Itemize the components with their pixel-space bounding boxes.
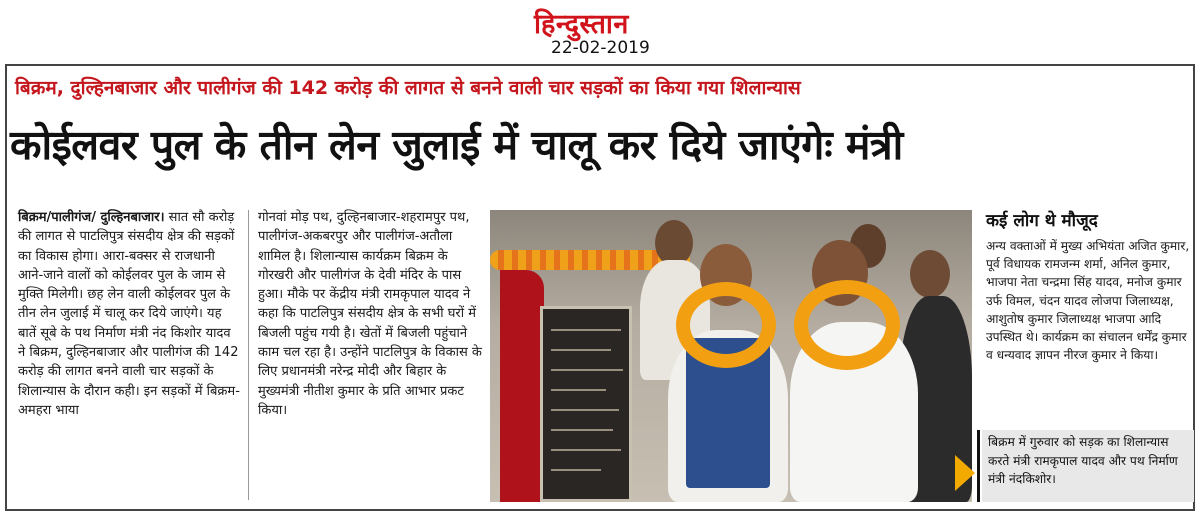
- sidebar-box: [986, 208, 1191, 364]
- sidebar-body: अन्य वक्ताओं में मुख्य अभियंता अजित कुमार, पूर्व विधायक रामजन्म शर्मा, अनिल कुमार, भाजपा नेता चन्द्रमा सिंह यादव, मनोज कुमार उर्फ विमल, चंदन यादव लोजपा जिलाध्यक्ष, आशुतोष कुमार जिलाध्यक्ष भाजपा आदि उपस्थित थे। कार्यक्रम का संचालन धर्मेंद्र कुमार व धन्यवाद ज्ञापन नीरज कुमार ने किया।: [986, 239, 1190, 363]
- publication-date: 22-02-2019: [551, 38, 650, 58]
- article-dateline: बिक्रम/पालीगंज/ दुल्हिनबाजार।: [18, 210, 165, 225]
- photo-caption: बिक्रम में गुरुवार को सड़क का शिलान्यास करते मंत्री रामकृपाल यादव और पथ निर्माण मंत्री नंदकिशोर।: [982, 430, 1194, 502]
- foundation-plaque: [540, 306, 632, 502]
- sidebar-title: कई लोग थे मौजूद: [986, 211, 1098, 231]
- column-divider: [248, 210, 249, 500]
- masthead: [0, 0, 1200, 60]
- caption-bar: [977, 430, 980, 502]
- article-headline: कोईलवर पुल के तीन लेन जुलाई में चालू कर दिये जाएंगेः मंत्री: [10, 121, 903, 169]
- caption-arrow-icon: [955, 455, 975, 491]
- article-column-1-text: सात सौ करोड़ की लागत से पाटलिपुत्र संसदीय क्षेत्र की सड़कों का विकास होगा। आरा-बक्सर से राजधानी आने-जाने वालों को कोईलवर पुल के जाम से मुक्ति मिलेगी। छह लेन वाली कोईलवर पुल के तीन लेन जुलाई में चालू कर दिये जाएंगे। यह बातें सूबे के पथ निर्माण मंत्री नंद किशोर यादव ने बिक्रम, दुल्हिनबाजार और पालीगंज की 142 करोड़ की लागत बनने वाली चार सड़कों के शिलान्यास के दौरान कही। इन सड़कों में बिक्रम-अमहरा भाया: [18, 210, 240, 418]
- article-column-1: [18, 208, 240, 498]
- newspaper-logo: हिन्दुस्तान: [534, 9, 629, 40]
- news-photo: [490, 210, 972, 502]
- red-curtain: [500, 270, 544, 502]
- article-kicker: बिक्रम, दुल्हिनबाजार और पालीगंज की 142 करोड़ की लागत से बनने वाली चार सड़कों का किया गया शिलान्यास: [15, 77, 801, 99]
- article-column-2: गोनवां मोड़ पथ, दुल्हिनबाजार-शहरामपुर पथ, पालीगंज-अकबरपुर और पालीगंज-अतौला शामिल है। शिलान्यास कार्यक्रम बिक्रम के गोरखरी और पालीगंज के देवी मंदिर के पास हुआ। मौके पर केंद्रीय मंत्री रामकृपाल यादव ने कहा कि पाटलिपुत्र संसदीय क्षेत्र के सभी घरों में बिजली पहुंच गयी है। खेतों में बिजली पहुंचाने काम चल रहा है। उन्होंने पाटलिपुत्र के विकास के लिए प्रधानमंत्री नरेन्द्र मोदी और बिहार के मुख्यमंत्री नीतीश कुमार के प्रति आभार प्रकट किया।: [258, 210, 482, 418]
